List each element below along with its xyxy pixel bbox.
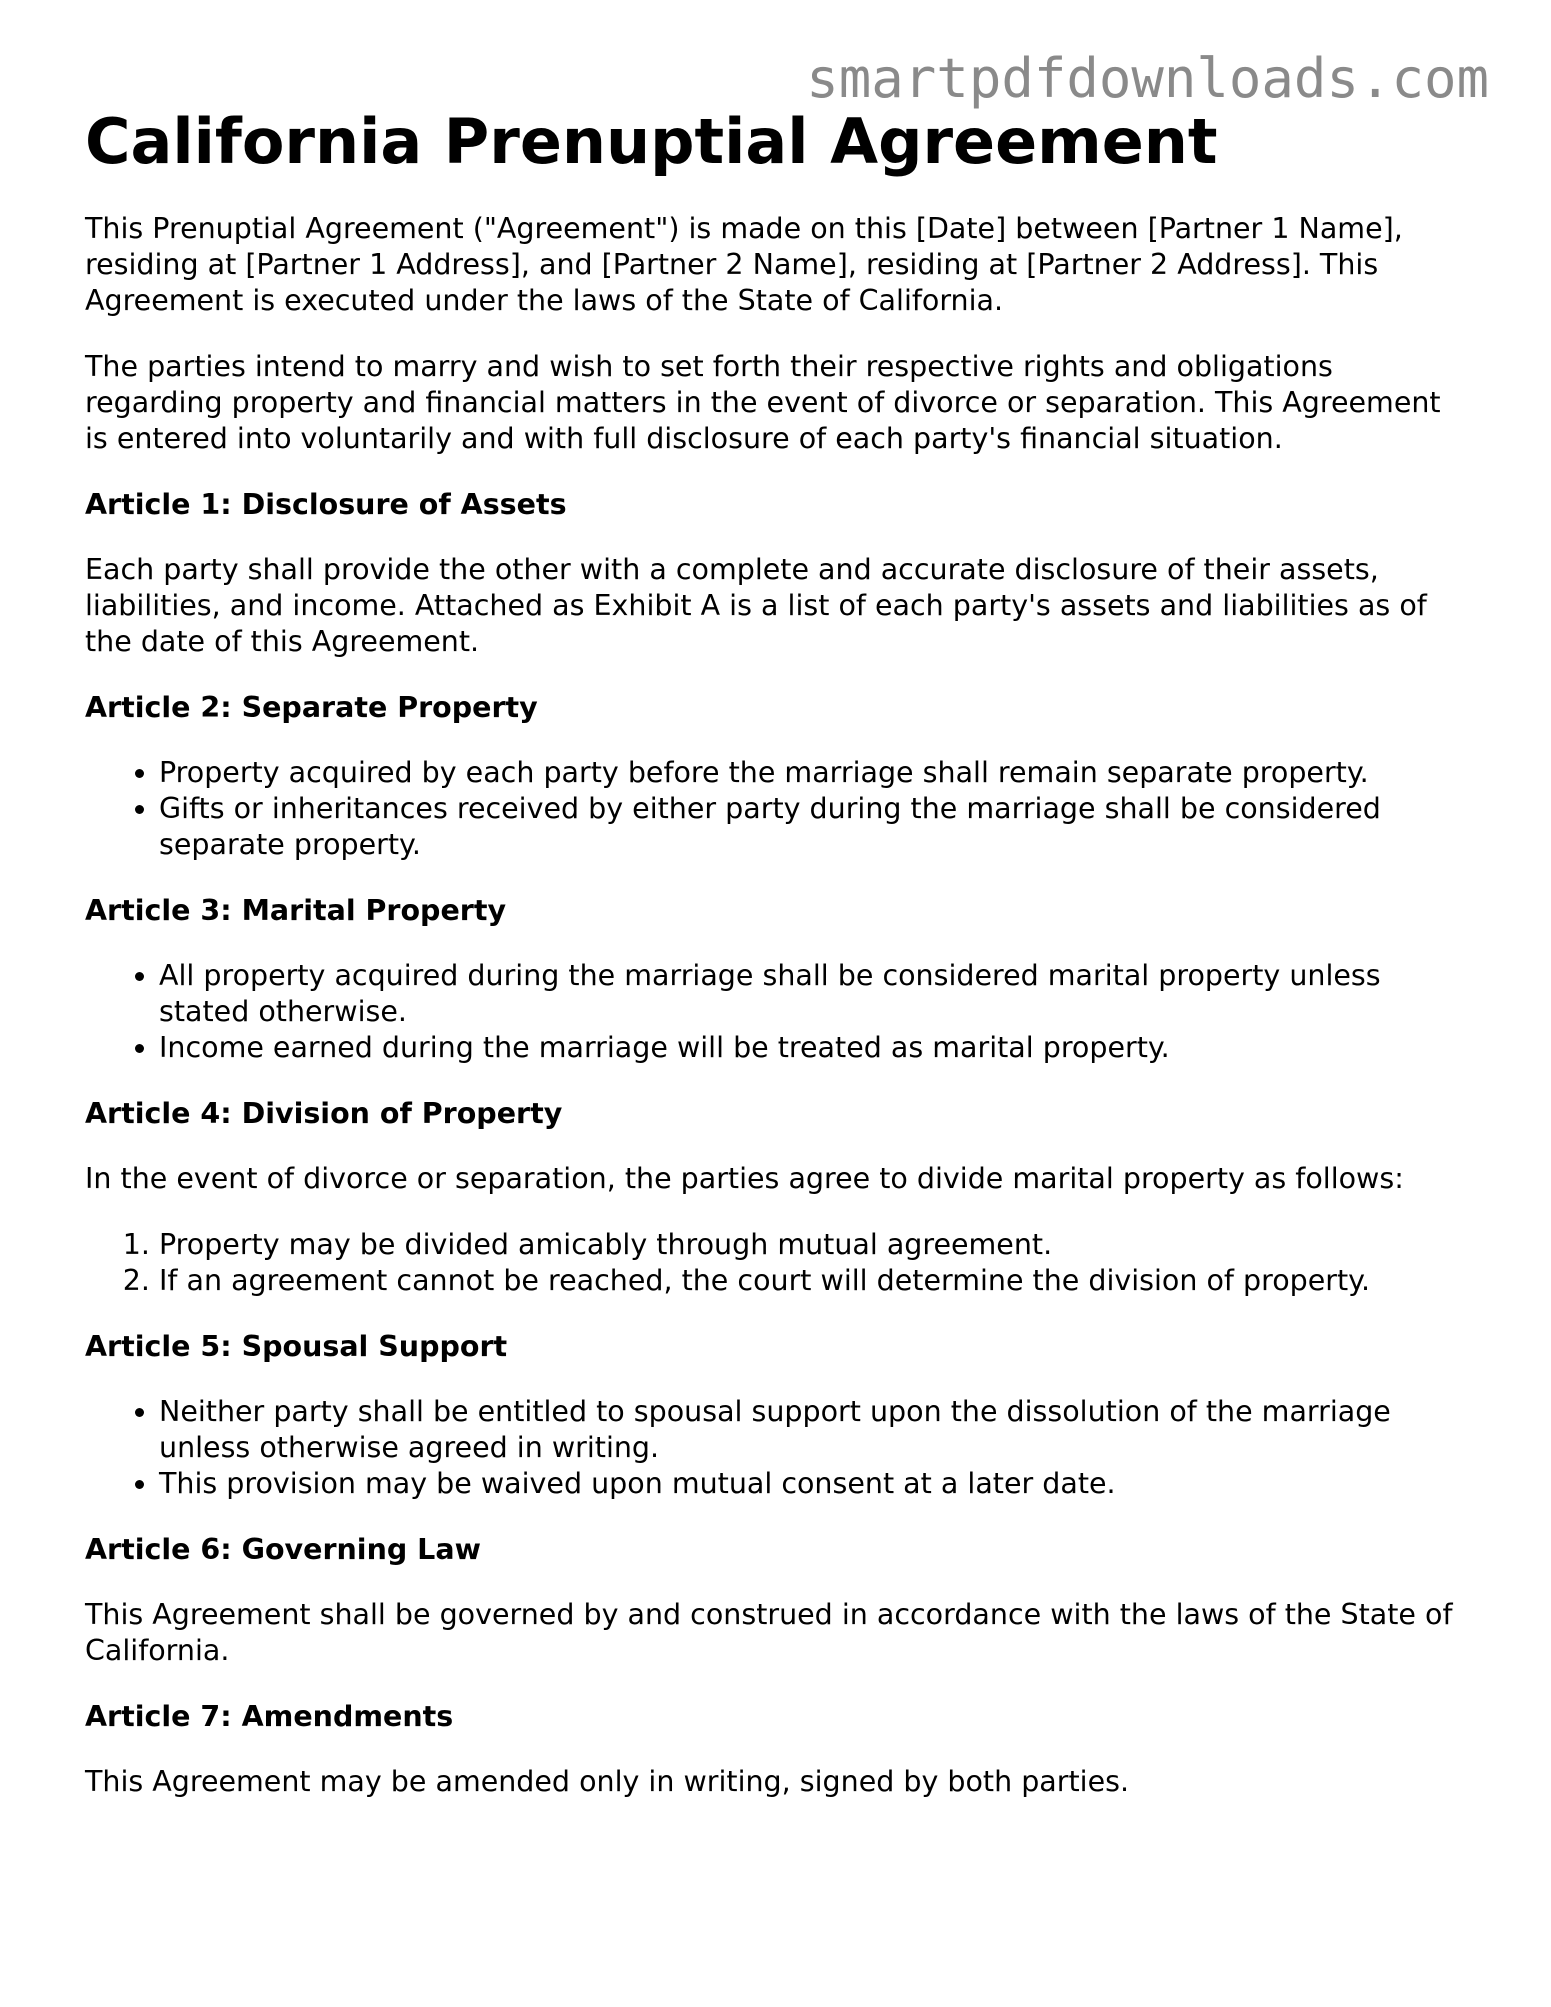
- list-item: • All property acquired during the marriage shall be considered marital property unless stated otherwise.: [159, 958, 1465, 1030]
- article-7-paragraph: This Agreement may be amended only in writing, signed by both parties.: [85, 1765, 1130, 1799]
- list-item: • Property acquired by each party before the marriage shall remain separate property.: [159, 755, 1465, 791]
- list-item: 1. Property may be divided amicably through mutual agreement.: [159, 1227, 1465, 1263]
- article-5-list: [85, 1394, 1465, 1502]
- article-3-list: [85, 958, 1465, 1066]
- article-1-paragraph: Each party shall provide the other with a complete and accurate disclosure of their assets, liabilities, and income. Attached as Exhibit A is a list of each party's assets and liabilities as of the date of this Agreement.: [85, 553, 1427, 659]
- list-item: 2. If an agreement cannot be reached, the court will determine the division of property.: [159, 1263, 1465, 1299]
- document-title: California Prenuptial Agreement: [85, 105, 1218, 178]
- article-3-heading: Article 3: Marital Property: [85, 894, 507, 928]
- intro-paragraph-1: This Prenuptial Agreement ("Agreement") is made on this [Date] between [Partner 1 Name], residing at [Partner 1 Address], and [Partner 2 Name], residing at [Partner 2 Address]. This Agreement is executed under the laws of the State of California.: [85, 212, 1403, 318]
- article-5-heading: Article 5: Spousal Support: [85, 1330, 508, 1364]
- article-7-heading: Article 7: Amendments: [85, 1700, 454, 1734]
- list-item: • This provision may be waived upon mutual consent at a later date.: [159, 1466, 1465, 1502]
- intro-paragraph-2: The parties intend to marry and wish to set forth their respective rights and obligations regarding property and financial matters in the event of divorce or separation. This Agreement is entered into voluntarily and with full disclosure of each party's financial situation.: [85, 350, 1441, 456]
- list-item: • Neither party shall be entitled to spousal support upon the dissolution of the marriage unless otherwise agreed in writing.: [159, 1394, 1465, 1466]
- article-1-heading: Article 1: Disclosure of Assets: [85, 488, 567, 522]
- article-4-heading: Article 4: Division of Property: [85, 1097, 563, 1131]
- watermark-text: smartpdfdownloads.com: [806, 47, 1489, 110]
- article-4-paragraph: In the event of divorce or separation, the parties agree to divide marital property as follows:: [85, 1162, 1404, 1196]
- article-4-list: [85, 1227, 1465, 1299]
- list-item: • Income earned during the marriage will be treated as marital property.: [159, 1030, 1465, 1066]
- document-page: [85, 105, 1465, 1830]
- list-item: • Gifts or inheritances received by either party during the marriage shall be considered separate property.: [159, 791, 1465, 863]
- article-6-heading: Article 6: Governing Law: [85, 1533, 481, 1567]
- article-2-heading: Article 2: Separate Property: [85, 691, 538, 725]
- article-6-paragraph: This Agreement shall be governed by and construed in accordance with the laws of the State of California.: [85, 1598, 1453, 1668]
- article-2-list: [85, 755, 1465, 863]
